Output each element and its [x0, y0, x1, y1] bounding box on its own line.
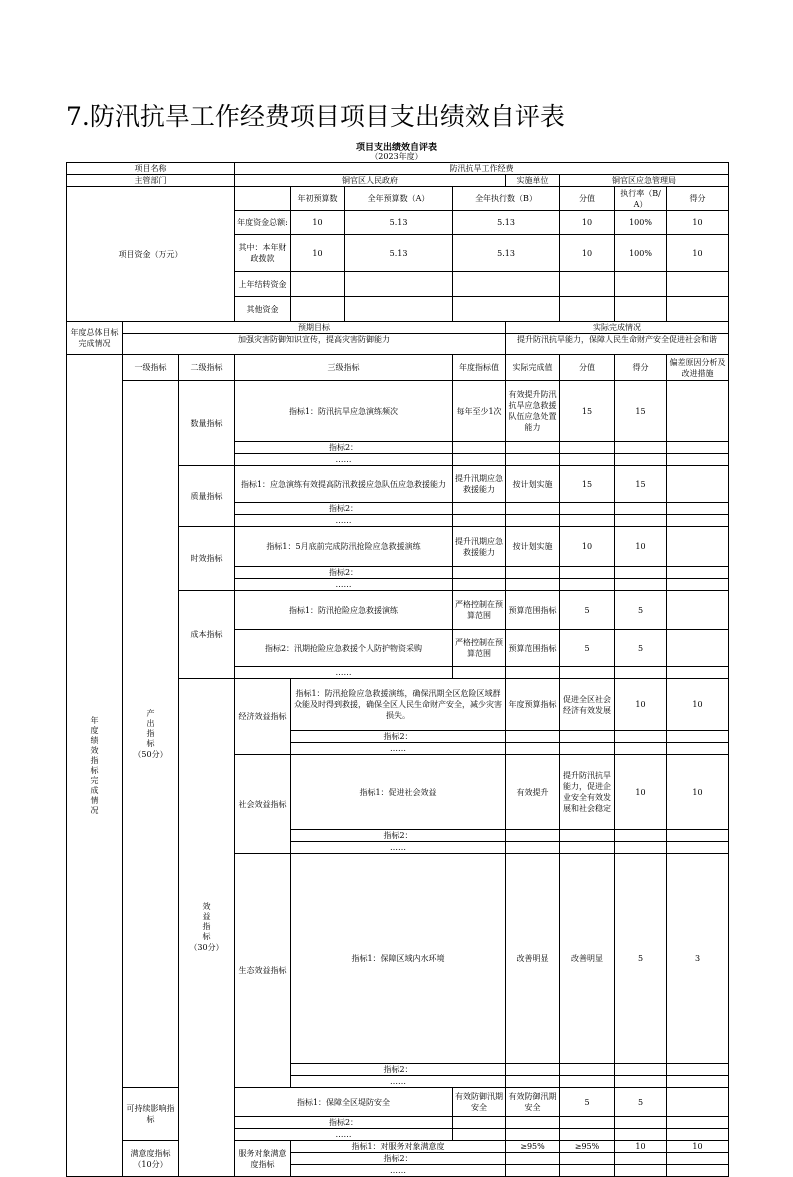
- economic-target: 年度预算指标: [506, 679, 560, 731]
- cost-more: ……: [235, 667, 453, 679]
- social-target: 有效提升: [506, 755, 560, 830]
- satis-got: 10: [667, 1141, 729, 1153]
- funds-row-label: 上年结转资金: [235, 272, 291, 297]
- satis-sub-label: 服务对象满意度指标: [235, 1141, 291, 1177]
- cost-got2: 5: [615, 630, 667, 667]
- perf-header-score: 分值: [560, 355, 615, 381]
- table-subtitle: （2023年度）: [370, 152, 423, 161]
- satis-ind2: 指标2：: [291, 1153, 506, 1165]
- unit-label: 实施单位: [506, 175, 560, 187]
- funds-header-full-budget: 全年预算数（A）: [345, 187, 453, 211]
- funds-initial: 10: [291, 211, 345, 235]
- cost-score1: 5: [560, 591, 615, 630]
- funds-header-blank: [235, 187, 291, 211]
- indicator-row: [67, 1141, 729, 1153]
- social-got: 10: [667, 755, 729, 830]
- quantity-target: 每年至少1次: [453, 381, 506, 442]
- quality-ind1: 指标1：应急演练有效提高防汛救援应急队伍应急救援能力: [235, 466, 453, 503]
- eco-label: 生态效益指标: [235, 854, 291, 1088]
- funds-rate: 100%: [615, 211, 667, 235]
- cost-ind2: 指标2：汛期抢险应急救援个人防护物资采购: [235, 630, 453, 667]
- economic-more: ……: [291, 743, 506, 755]
- perf-label: 年度绩效指标完成情况: [67, 355, 123, 1177]
- funds-full-budget: 5.13: [345, 235, 453, 272]
- indicator-row: [67, 1088, 729, 1117]
- indicator-row: [67, 381, 729, 442]
- quality-score: 15: [560, 466, 615, 503]
- eco-ind1: 指标1：保障区域内水环境: [291, 854, 506, 1064]
- eco-target: 改善明显: [506, 854, 560, 1064]
- quantity-ind2: 指标2：: [235, 442, 453, 454]
- goal-expected-label: 预期目标: [123, 322, 506, 334]
- funds-header-got: 得分: [667, 187, 729, 211]
- cost-got1: 5: [615, 591, 667, 630]
- cost-target2: 严格控制在预算范围: [453, 630, 506, 667]
- quantity-got: 15: [615, 381, 667, 442]
- funds-score: 10: [560, 211, 615, 235]
- satis-score: 10: [615, 1141, 667, 1153]
- social-more: ……: [291, 842, 506, 854]
- quality-ind2: 指标2：: [235, 503, 453, 515]
- eco-more: ……: [291, 1076, 506, 1088]
- perf-header-lvl2: 二级指标: [179, 355, 235, 381]
- goal-expected: 加强灾害防御知识宣传，提高灾害防御能力: [123, 334, 506, 355]
- social-actual: 提升防汛抗旱能力，促进企业安全有效发展和社会稳定: [560, 755, 615, 830]
- funds-executed: 5.13: [453, 235, 560, 272]
- goal-content-row: [67, 334, 729, 355]
- table-title: 项目支出绩效自评表: [355, 143, 437, 153]
- funds-full-budget: 5.13: [345, 211, 453, 235]
- quality-more: ……: [235, 515, 453, 527]
- goal-actual-label: 实际完成情况: [506, 322, 729, 334]
- goal-actual: 提升防汛抗旱能力，保障人民生命财产安全促进社会和谐: [506, 334, 729, 355]
- goal-header-row: [67, 322, 729, 334]
- funds-header-row: [67, 187, 729, 211]
- unit-value: 铜官区应急管理局: [560, 175, 729, 187]
- social-ind1: 指标1：促进社会效益: [291, 755, 506, 830]
- sustain-got: 5: [615, 1088, 667, 1117]
- sustain-label: 可持续影响指标: [123, 1088, 179, 1141]
- social-label: 社会效益指标: [235, 755, 291, 854]
- economic-ind1: 指标1：防汛抢险应急救援演练，确保汛期全区危险区域群众能及时得到救援，确保全区人民生命财产安全，减少灾害损失。: [291, 679, 506, 731]
- project-dept-row: [67, 175, 729, 187]
- funds-header-rate: 执行率（B/A）: [615, 187, 667, 211]
- perf-header-lvl3: 三级指标: [235, 355, 453, 381]
- sustain-actual: 有效防御汛期安全: [506, 1088, 560, 1117]
- time-target: 提升汛期应急救援能力: [453, 527, 506, 567]
- project-name-row: [67, 163, 729, 175]
- funds-rate: 100%: [615, 235, 667, 272]
- economic-actual: 促进全区社会经济有效发展: [560, 679, 615, 731]
- perf-header-target: 年度指标值: [453, 355, 506, 381]
- dept-label: 主管部门: [67, 175, 235, 187]
- sustain-ind2: 指标2：: [235, 1117, 453, 1129]
- cost-actual2: 预算范围指标: [506, 630, 560, 667]
- funds-executed: 5.13: [453, 211, 560, 235]
- perf-header-row: [67, 355, 729, 381]
- funds-row-label: 其他资金: [235, 297, 291, 322]
- cost-score2: 5: [560, 630, 615, 667]
- time-actual: 按计划实施: [506, 527, 560, 567]
- output-label: 产出指标 （50分）: [123, 381, 179, 1088]
- eco-got: 3: [667, 854, 729, 1064]
- funds-row-label: 年度资金总额:: [235, 211, 291, 235]
- satis-actual: ≥95%: [560, 1141, 615, 1153]
- time-got: 10: [615, 527, 667, 567]
- satis-label: 满意度指标 （10分）: [123, 1141, 179, 1177]
- time-more: ……: [235, 579, 453, 591]
- quality-actual: 按计划实施: [506, 466, 560, 503]
- quantity-label: 数量指标: [179, 381, 235, 466]
- social-ind2: 指标2：: [291, 830, 506, 842]
- cost-target1: 严格控制在预算范围: [453, 591, 506, 630]
- eco-score: 5: [615, 854, 667, 1064]
- funds-header-executed: 全年执行数（B）: [453, 187, 560, 211]
- funds-row-label: 其中：本年财政拨款: [235, 235, 291, 272]
- quantity-score: 15: [560, 381, 615, 442]
- funds-initial: 10: [291, 235, 345, 272]
- cost-ind1: 指标1：防汛抢险应急救援演练: [235, 591, 453, 630]
- sustain-target: 有效防御汛期安全: [453, 1088, 506, 1117]
- performance-table: [66, 162, 729, 1177]
- benefit-label: 效益指标 （30分）: [179, 679, 235, 1177]
- goal-label: 年度总体目标完成情况: [67, 322, 123, 355]
- perf-header-note: 偏差原因分析及改进措施: [667, 355, 729, 381]
- funds-header-score: 分值: [560, 187, 615, 211]
- funds-label: 项目资金（万元）: [67, 187, 235, 322]
- economic-ind2: 指标2：: [291, 731, 506, 743]
- eco-actual: 改善明显: [560, 854, 615, 1064]
- satis-target: ≥95%: [506, 1141, 560, 1153]
- perf-header-got: 得分: [615, 355, 667, 381]
- cost-actual1: 预算范围指标: [506, 591, 560, 630]
- project-name-label: 项目名称: [67, 163, 235, 175]
- quality-target: 提升汛期应急救援能力: [453, 466, 506, 503]
- economic-score: 10: [615, 679, 667, 731]
- project-name-value: 防汛抗旱工作经费: [235, 163, 729, 175]
- page-title: 7.防汛抗旱工作经费项目项目支出绩效自评表: [66, 102, 565, 131]
- economic-label: 经济效益指标: [235, 679, 291, 755]
- economic-got: 10: [667, 679, 729, 731]
- quality-got: 15: [615, 466, 667, 503]
- sustain-more: ……: [235, 1129, 453, 1141]
- sustain-ind1: 指标1：保障全区堤防安全: [235, 1088, 453, 1117]
- sustain-score: 5: [560, 1088, 615, 1117]
- quantity-ind1: 指标1：防汛抗旱应急演练频次: [235, 381, 453, 442]
- satis-more: ……: [291, 1165, 506, 1177]
- perf-header-actual: 实际完成值: [506, 355, 560, 381]
- funds-got: 10: [667, 235, 729, 272]
- quality-label: 质量指标: [179, 466, 235, 527]
- cost-label: 成本指标: [179, 591, 235, 679]
- quantity-more: ……: [235, 454, 453, 466]
- funds-score: 10: [560, 235, 615, 272]
- time-score: 10: [560, 527, 615, 567]
- funds-header-initial: 年初预算数: [291, 187, 345, 211]
- perf-header-lvl1: 一级指标: [123, 355, 179, 381]
- funds-got: 10: [667, 211, 729, 235]
- eco-ind2: 指标2：: [291, 1064, 506, 1076]
- quantity-actual: 有效提升防汛抗旱应急救援队伍应急处置能力: [506, 381, 560, 442]
- time-ind1: 指标1：5月底前完成防汛抢险应急救援演练: [235, 527, 453, 567]
- satis-ind1: 指标1：对服务对象满意度: [291, 1141, 506, 1153]
- time-label: 时效指标: [179, 527, 235, 591]
- social-score: 10: [615, 755, 667, 830]
- dept-value: 铜官区人民政府: [235, 175, 506, 187]
- time-ind2: 指标2：: [235, 567, 453, 579]
